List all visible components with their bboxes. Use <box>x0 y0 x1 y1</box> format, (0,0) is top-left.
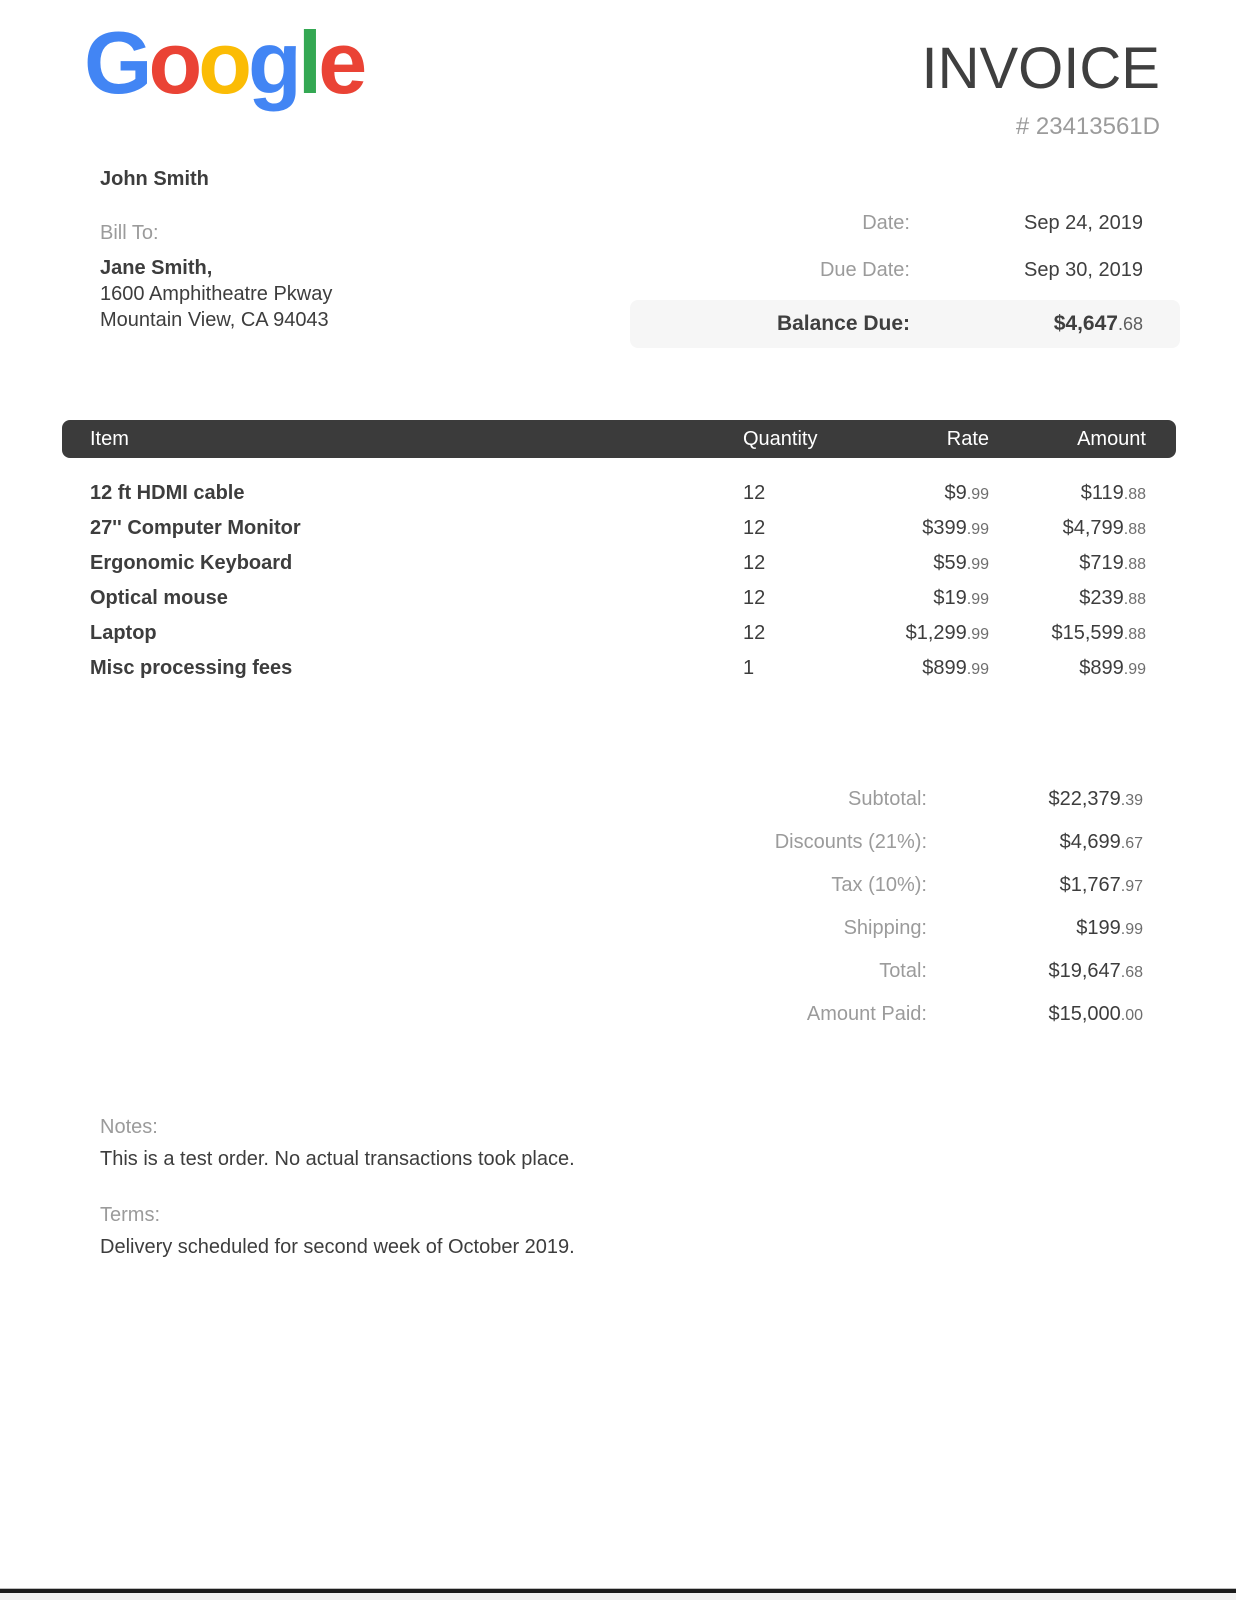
value-main: $199 <box>1076 916 1121 939</box>
value-main: $4,699 <box>1059 830 1121 853</box>
summary-row-total <box>630 958 1143 984</box>
bill-to-block <box>100 255 332 333</box>
item-name: 27'' Computer Monitor <box>90 517 301 539</box>
value-cents: .67 <box>1120 834 1143 852</box>
item-quantity: 12 <box>743 482 766 504</box>
total-label: Total: <box>879 959 927 982</box>
balance-due-label: Balance Due: <box>776 312 910 335</box>
notes-text: This is a test order. No actual transactions took place. <box>100 1148 575 1170</box>
value-cents: .99 <box>1120 920 1143 938</box>
total-value <box>927 960 1143 983</box>
balance-due-value <box>910 312 1143 336</box>
item-amount <box>989 587 1146 610</box>
shipping-label: Shipping: <box>843 916 927 939</box>
item-amount <box>989 482 1146 505</box>
amount-paid-label: Amount Paid: <box>806 1002 927 1025</box>
item-rate <box>863 657 989 680</box>
amount-cents: .88 <box>1123 556 1146 573</box>
amount-cents: .88 <box>1123 591 1146 608</box>
invoice-title: INVOICE <box>921 36 1160 101</box>
item-name: Optical mouse <box>90 587 228 609</box>
logo-letter-g2: g <box>247 13 298 112</box>
item-rate <box>863 587 989 610</box>
item-amount <box>989 517 1146 540</box>
amount-cents: .88 <box>1123 486 1146 503</box>
rate-main: $9 <box>944 482 967 504</box>
subtotal-value <box>927 788 1143 811</box>
bill-to-name: Jane Smith, <box>100 257 213 279</box>
summary-row-subtotal <box>630 786 1143 812</box>
balance-due-cents: .68 <box>1117 314 1143 334</box>
due-date-value: Sep 30, 2019 <box>1024 258 1143 281</box>
item-name: Misc processing fees <box>90 657 293 679</box>
notes-label: Notes: <box>100 1116 158 1138</box>
item-name: 12 ft HDMI cable <box>90 482 245 504</box>
value-main: $22,379 <box>1048 787 1121 810</box>
amount-main: $119 <box>1080 482 1124 504</box>
items-table <box>62 420 1176 686</box>
amount-cents: .88 <box>1123 626 1146 643</box>
item-rate <box>863 552 989 575</box>
page-separator-gap <box>0 1593 1236 1600</box>
amount-main: $899 <box>1079 657 1124 679</box>
amount-paid-value <box>927 1003 1143 1026</box>
table-row <box>62 616 1176 651</box>
balance-due-main: $4,647 <box>1053 312 1118 335</box>
summary-row-amount-paid <box>630 1001 1143 1027</box>
logo-letter-e: e <box>318 13 364 112</box>
subtotal-label: Subtotal: <box>848 787 927 810</box>
rate-cents: .99 <box>966 661 989 678</box>
invoice-meta <box>630 210 1180 348</box>
rate-cents: .99 <box>966 521 989 538</box>
rate-cents: .99 <box>966 486 989 503</box>
item-amount <box>989 622 1146 645</box>
rate-main: $59 <box>933 552 967 574</box>
item-rate <box>863 482 989 505</box>
value-main: $1,767 <box>1059 873 1121 896</box>
date-value: Sep 24, 2019 <box>1024 211 1143 234</box>
tax-value <box>927 874 1143 897</box>
balance-due-box <box>630 300 1180 348</box>
rate-cents: .99 <box>966 556 989 573</box>
item-quantity: 12 <box>743 517 766 539</box>
rate-cents: .99 <box>966 591 989 608</box>
table-row <box>62 511 1176 546</box>
date-row <box>630 210 1180 236</box>
header-item: Item <box>90 427 129 450</box>
tax-label: Tax (10%): <box>831 873 927 896</box>
amount-main: $239 <box>1079 587 1124 609</box>
invoice-number: # 23413561D <box>1015 113 1160 140</box>
due-date-label: Due Date: <box>819 258 910 281</box>
table-body <box>62 476 1176 686</box>
date-label: Date: <box>862 211 910 234</box>
item-quantity: 1 <box>743 657 755 679</box>
amount-cents: .88 <box>1123 521 1146 538</box>
rate-main: $19 <box>933 587 967 609</box>
amount-main: $719 <box>1079 552 1124 574</box>
table-row <box>62 546 1176 581</box>
table-row <box>62 476 1176 511</box>
item-quantity: 12 <box>743 587 766 609</box>
item-name: Laptop <box>90 622 157 644</box>
item-rate <box>863 622 989 645</box>
bill-to-label: Bill To: <box>100 222 159 244</box>
item-name: Ergonomic Keyboard <box>90 552 293 574</box>
header-rate: Rate <box>946 427 989 450</box>
table-row <box>62 581 1176 616</box>
item-quantity: 12 <box>743 552 766 574</box>
bill-to-address-line1: 1600 Amphitheatre Pkway <box>100 283 333 305</box>
logo-letter-g1: G <box>84 13 149 112</box>
rate-main: $899 <box>922 657 967 679</box>
header-quantity: Quantity <box>743 427 818 450</box>
amount-main: $4,799 <box>1062 517 1124 539</box>
logo-letter-o2: o <box>198 13 248 112</box>
terms-text: Delivery scheduled for second week of October 2019. <box>100 1236 575 1258</box>
amount-cents: .99 <box>1123 661 1146 678</box>
discounts-label: Discounts (21%): <box>774 830 927 853</box>
rate-main: $399 <box>922 517 967 539</box>
value-cents: .97 <box>1120 877 1143 895</box>
value-cents: .68 <box>1120 963 1143 981</box>
value-cents: .00 <box>1120 1006 1143 1024</box>
header-amount: Amount <box>1077 427 1146 450</box>
google-logo <box>84 12 363 113</box>
summary-block <box>630 786 1143 1044</box>
table-row <box>62 651 1176 686</box>
shipping-value <box>927 917 1143 940</box>
item-amount <box>989 552 1146 575</box>
logo-letter-l: l <box>297 13 319 112</box>
value-cents: .39 <box>1120 791 1143 809</box>
amount-main: $15,599 <box>1051 622 1124 644</box>
rate-cents: .99 <box>966 626 989 643</box>
terms-label: Terms: <box>100 1204 160 1226</box>
discounts-value <box>927 831 1143 854</box>
item-amount <box>989 657 1146 680</box>
summary-row-shipping <box>630 915 1143 941</box>
rate-main: $1,299 <box>905 622 967 644</box>
bill-to-address-line2: Mountain View, CA 94043 <box>100 309 329 331</box>
sender-name: John Smith <box>100 168 209 190</box>
item-quantity: 12 <box>743 622 766 644</box>
summary-row-tax <box>630 872 1143 898</box>
value-main: $15,000 <box>1048 1002 1121 1025</box>
summary-row-discounts <box>630 829 1143 855</box>
logo-letter-o1: o <box>148 13 199 112</box>
table-header <box>62 420 1176 458</box>
due-date-row <box>630 257 1180 283</box>
item-rate <box>863 517 989 540</box>
value-main: $19,647 <box>1048 959 1121 982</box>
